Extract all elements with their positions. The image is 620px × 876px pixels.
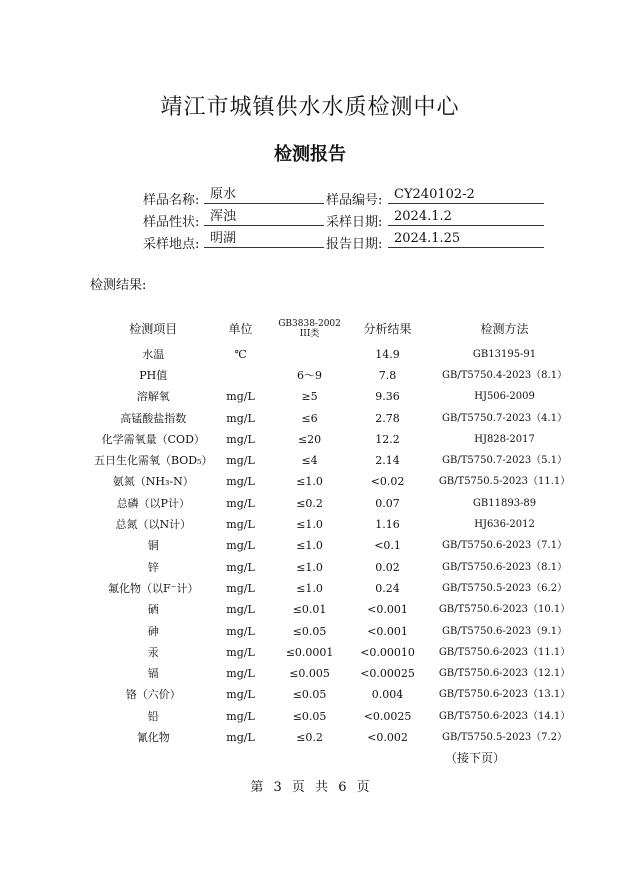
table-row [94, 727, 585, 748]
cell-result: <0.00025 [360, 667, 415, 681]
sampling-date-value: 2024.1.2 [388, 210, 544, 226]
header-item: 检测项目 [129, 322, 178, 336]
cell-result: 0.07 [375, 496, 400, 510]
cell-standard: ≤0.01 [292, 603, 327, 617]
cell-result: <0.02 [370, 475, 405, 489]
cell-standard [269, 344, 351, 365]
cell-unit: mg/L [226, 581, 255, 595]
cell-result: 0.02 [375, 560, 400, 574]
report-title: 检测报告 [274, 144, 346, 165]
report-date-value: 2024.1.25 [388, 232, 544, 248]
cell-item: 氨氮（NH₃-N） [112, 475, 194, 489]
sample-name-label: 样品名称: [143, 193, 200, 208]
sample-no-label: 样品编号: [326, 193, 383, 208]
cell-unit: mg/L [226, 518, 255, 532]
table-row [94, 600, 585, 621]
cell-item: 化学需氧量（COD） [101, 432, 205, 446]
header-result: 分析结果 [363, 322, 412, 336]
table-header-row [94, 314, 585, 344]
sample-property-label: 样品性状: [143, 215, 200, 230]
cell-result: 14.9 [375, 347, 400, 361]
cell-standard: ≤20 [297, 432, 322, 446]
cell-item: 汞 [147, 645, 159, 659]
table-row [94, 450, 585, 471]
sampling-site-value: 明湖 [204, 232, 324, 248]
cell-result: 7.8 [378, 368, 397, 382]
cell-method: GB11893-89 [472, 497, 537, 509]
cell-unit: mg/L [226, 390, 255, 404]
page-footer: 第 3 页 共 6 页 [250, 780, 370, 795]
sample-property-value: 浑浊 [204, 210, 324, 226]
cell-item: 氰化物 [136, 730, 170, 744]
cell-item: 溶解氧 [136, 390, 170, 404]
table-row [94, 408, 585, 429]
table-row [94, 663, 585, 684]
results-label: 检测结果: [90, 278, 147, 293]
cell-method: GB/T5750.6-2023（13.1） [438, 689, 571, 701]
cell-standard: ≥5 [301, 390, 318, 404]
cell-unit: mg/L [226, 624, 255, 638]
organization-title: 靖江市城镇供水水质检测中心 [160, 95, 460, 120]
report-date-label: 报告日期: [326, 237, 383, 252]
cell-unit: mg/L [226, 709, 255, 723]
cell-result: 9.36 [375, 390, 400, 404]
cell-method: GB/T5750.6-2023（7.1） [441, 540, 568, 552]
table-row [94, 621, 585, 642]
header-method: 检测方法 [480, 322, 529, 336]
cell-method: GB/T5750.6-2023（9.1） [441, 625, 568, 637]
cell-standard: ≤0.05 [292, 624, 327, 638]
cell-item: 总氮（以N计） [115, 518, 192, 532]
cell-unit: mg/L [226, 603, 255, 617]
cell-unit: mg/L [226, 645, 255, 659]
cell-standard: ≤6 [301, 411, 318, 425]
cell-item: 水温 [142, 347, 165, 361]
cell-unit: mg/L [226, 730, 255, 744]
cell-standard: ≤0.0001 [285, 645, 334, 659]
cell-method: GB/T5750.6-2023（11.1） [438, 646, 571, 658]
cell-method: GB/T5750.4-2023（8.1） [441, 369, 568, 381]
table-row [94, 642, 585, 663]
sampling-date-label: 采样日期: [326, 215, 383, 230]
cell-method: GB/T5750.6-2023（14.1） [438, 710, 571, 722]
cell-result: 0.004 [371, 688, 404, 702]
table-row [94, 706, 585, 727]
cell-method: GB/T5750.5-2023（7.2） [441, 731, 568, 743]
sample-name-value: 原水 [204, 188, 324, 204]
cell-result: <0.1 [374, 539, 401, 553]
cell-method: GB/T5750.7-2023（5.1） [441, 455, 568, 467]
table-row [94, 578, 585, 599]
cell-item: 镉 [147, 667, 159, 681]
cell-method: GB13195-91 [472, 348, 537, 360]
header-unit: 单位 [228, 322, 253, 336]
header-standard-line1: GB3838-2002 [278, 319, 341, 329]
cell-unit: mg/L [226, 560, 255, 574]
cell-method: GB/T5750.5-2023（11.1） [438, 476, 571, 488]
cell-item: 铜 [147, 539, 159, 553]
cell-standard: ≤1.0 [296, 581, 323, 595]
cell-standard: ≤4 [301, 454, 318, 468]
cell-item: 铬（六价） [125, 688, 181, 702]
cell-method: HJ828-2017 [474, 433, 535, 445]
cell-item: 铅 [147, 709, 159, 723]
table-row [94, 344, 585, 365]
table-row [94, 387, 585, 408]
cell-standard: ≤1.0 [296, 539, 323, 553]
table-row [94, 493, 585, 514]
cell-unit: mg/L [226, 432, 255, 446]
cell-item: 氟化物（以F⁻计） [108, 581, 199, 595]
cell-standard: ≤1.0 [296, 560, 323, 574]
cell-method: GB/T5750.6-2023（10.1） [438, 604, 571, 616]
cell-result: <0.001 [367, 624, 408, 638]
header-standard [269, 314, 351, 344]
table-row [94, 685, 585, 706]
table-row [94, 536, 585, 557]
cell-unit: mg/L [226, 411, 255, 425]
cell-unit [213, 365, 269, 386]
cell-item: 硒 [147, 603, 159, 617]
cell-method: GB/T5750.5-2023（6.2） [441, 582, 568, 594]
cell-item: 砷 [147, 624, 159, 638]
cell-unit: mg/L [226, 454, 255, 468]
cell-unit: ℃ [234, 347, 247, 361]
sampling-site-label: 采样地点: [143, 237, 200, 252]
cell-result: <0.001 [367, 603, 408, 617]
cell-result: <0.0025 [363, 709, 412, 723]
header-standard-line2: III类 [299, 329, 320, 339]
cell-result: <0.002 [367, 730, 408, 744]
table-row [94, 557, 585, 578]
table-body [94, 344, 585, 749]
cell-unit: mg/L [226, 496, 255, 510]
cell-result: 2.14 [375, 454, 400, 468]
cell-method: HJ506-2009 [474, 391, 535, 403]
cell-method: HJ636-2012 [474, 519, 535, 531]
cell-standard: ≤0.05 [292, 709, 327, 723]
cell-standard: ≤0.005 [289, 667, 330, 681]
results-table [94, 314, 585, 749]
cell-standard: ≤0.2 [296, 496, 323, 510]
table-row [94, 514, 585, 535]
cell-item: 高锰酸盐指数 [120, 411, 187, 425]
cell-item: 五日生化需氧（BOD₅） [94, 454, 213, 468]
cell-unit: mg/L [226, 688, 255, 702]
continued-note: （接下页） [445, 751, 506, 765]
cell-result: 12.2 [375, 432, 400, 446]
cell-standard: ≤1.0 [296, 518, 323, 532]
cell-method: GB/T5750.6-2023（8.1） [441, 561, 568, 573]
cell-result: 2.78 [375, 411, 400, 425]
cell-unit: mg/L [226, 539, 255, 553]
cell-result: 0.24 [375, 581, 400, 595]
cell-item: PH值 [139, 368, 168, 382]
table-row [94, 365, 585, 386]
cell-method: GB/T5750.6-2023（12.1） [438, 668, 571, 680]
cell-method: GB/T5750.7-2023（4.1） [441, 412, 568, 424]
cell-standard: 6～9 [297, 368, 323, 382]
cell-unit: mg/L [226, 667, 255, 681]
cell-standard: ≤0.2 [296, 730, 323, 744]
table-row [94, 429, 585, 450]
sample-no-value: CY240102-2 [388, 188, 544, 204]
cell-unit: mg/L [226, 475, 255, 489]
cell-item: 总磷（以P计） [116, 496, 190, 510]
cell-standard: ≤1.0 [296, 475, 323, 489]
table-row [94, 472, 585, 493]
cell-result: 1.16 [375, 518, 400, 532]
cell-item: 锌 [147, 560, 159, 574]
cell-result: <0.00010 [360, 645, 415, 659]
cell-standard: ≤0.05 [292, 688, 327, 702]
